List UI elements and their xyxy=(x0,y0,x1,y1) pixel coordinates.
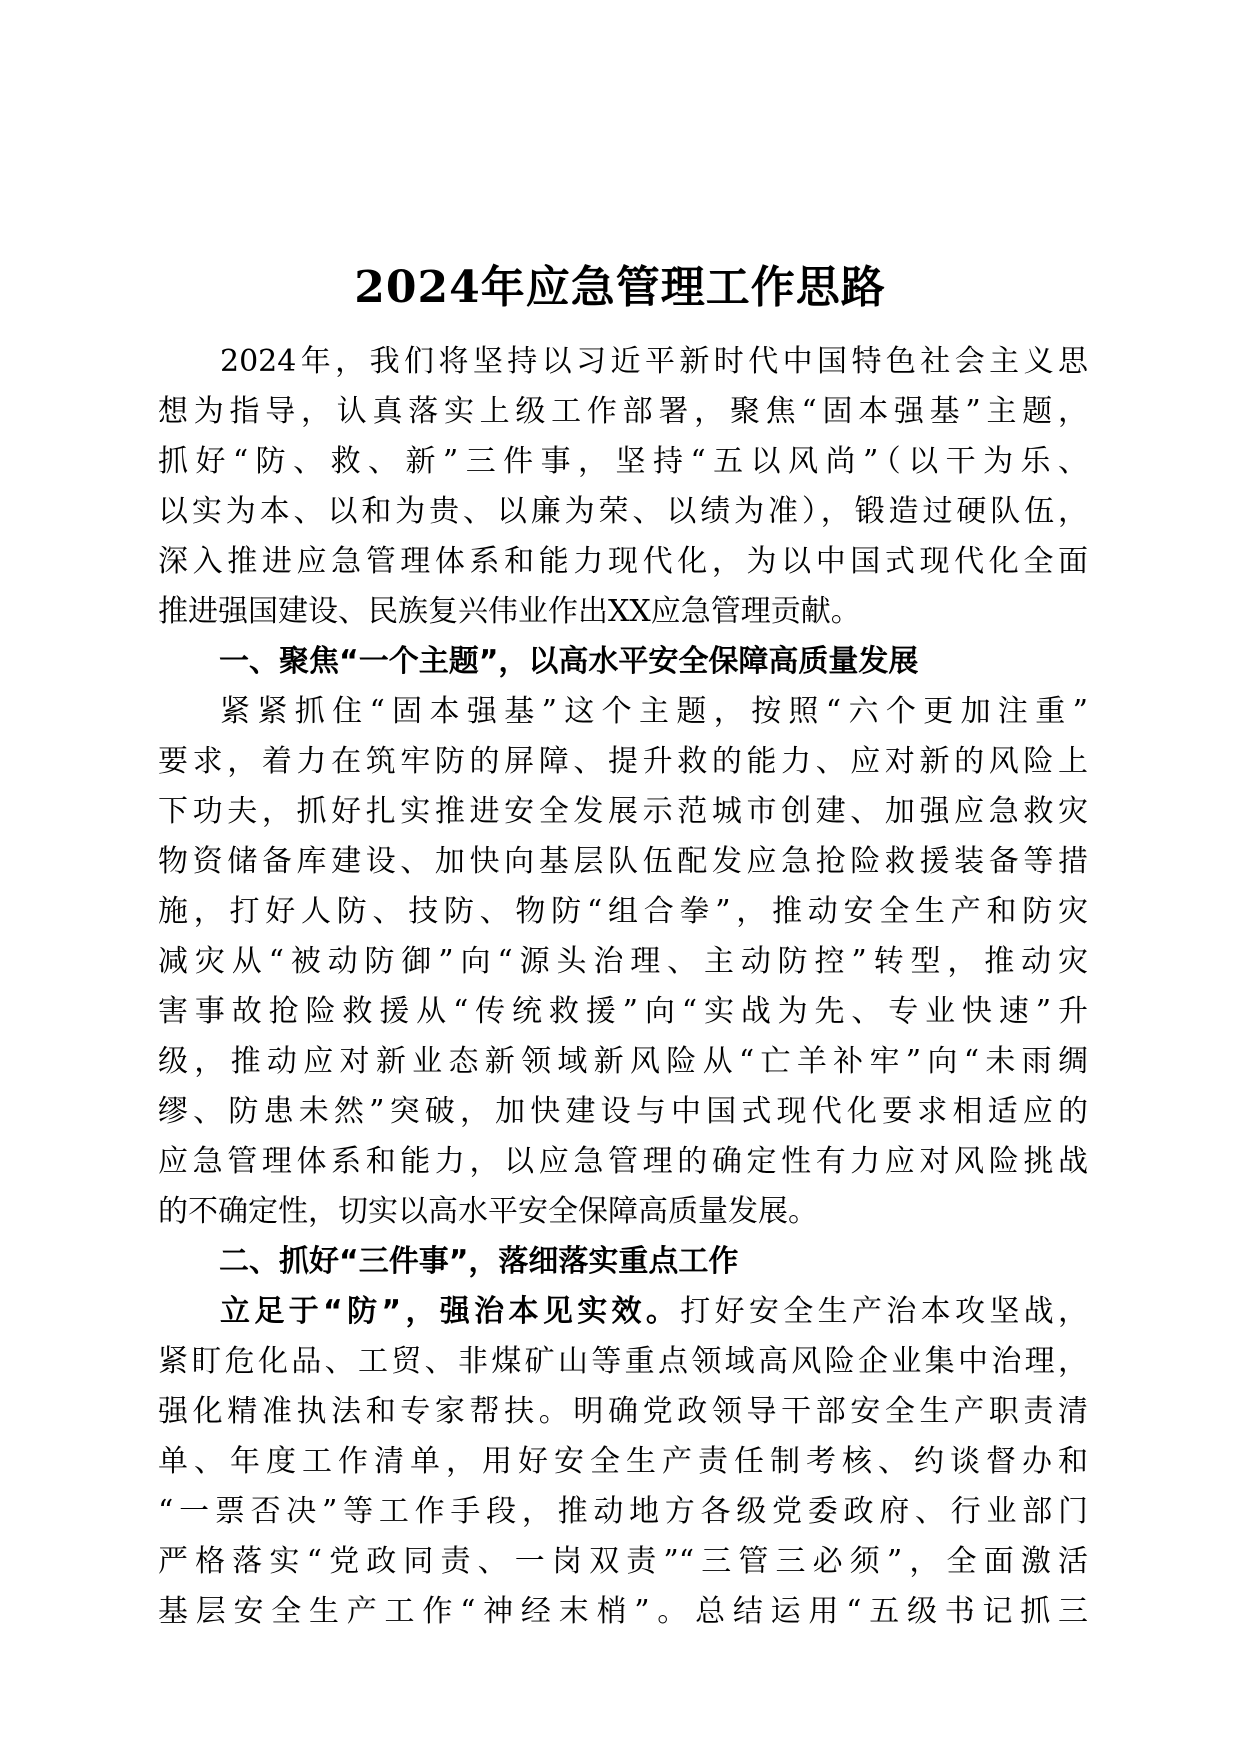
page-title: 2024年应急管理工作思路 xyxy=(354,262,886,313)
section1-line: 级，推动应对新业态新领域新风险从“亡羊补牢”向“未雨绸 xyxy=(158,1044,1088,1079)
section2-lead-bold: 立足于“防”，强治本见实效。 xyxy=(220,1294,681,1329)
section1-line: 减灾从“被动防御”向“源头治理、主动防控”转型，推动灾 xyxy=(158,944,1088,979)
section2-line: 单、年度工作清单，用好安全生产责任制考核、约谈督办和 xyxy=(158,1444,1088,1479)
intro-line: 以实为本、以和为贵、以廉为荣、以绩为准），锻造过硬队伍， xyxy=(158,494,1088,529)
section1-line: 物资储备库建设、加快向基层队伍配发应急抢险救援装备等措 xyxy=(158,844,1088,879)
section2-line: 紧盯危化品、工贸、非煤矿山等重点领域高风险企业集中治理， xyxy=(158,1344,1088,1379)
section2-line: 严格落实“党政同责、一岗双责”“三管三必须”，全面激活 xyxy=(158,1544,1088,1579)
intro-line: 抓好“防、救、新”三件事，坚持“五以风尚”（以干为乐、 xyxy=(158,444,1088,479)
section-heading-2: 二、抓好“三件事”，落细落实重点工作 xyxy=(219,1244,739,1279)
section1-line: 的不确定性，切实以高水平安全保障高质量发展。 xyxy=(158,1194,818,1229)
intro-line: 推进强国建设、民族复兴伟业作出XX应急管理贡献。 xyxy=(158,594,861,629)
section1-line: 害事故抢险救援从“传统救援”向“实战为先、专业快速”升 xyxy=(158,994,1088,1029)
section-heading-1: 一、聚焦“一个主题”，以高水平安全保障高质量发展 xyxy=(219,644,919,679)
section1-line: 紧紧抓住“固本强基”这个主题，按照“六个更加注重” xyxy=(220,694,1088,729)
section1-line: 缪、防患未然”突破，加快建设与中国式现代化要求相适应的 xyxy=(158,1094,1088,1129)
section1-line: 施，打好人防、技防、物防“组合拳”，推动安全生产和防灾 xyxy=(158,894,1088,929)
section2-lead-line xyxy=(158,1287,1088,1337)
section2-line: “一票否决”等工作手段，推动地方各级党委政府、行业部门 xyxy=(158,1494,1088,1529)
section1-line: 下功夫，抓好扎实推进安全发展示范城市创建、加强应急救灾 xyxy=(158,794,1088,829)
section2-line: 强化精准执法和专家帮扶。明确党政领导干部安全生产职责清 xyxy=(158,1394,1088,1429)
intro-line: 想为指导，认真落实上级工作部署，聚焦“固本强基”主题， xyxy=(158,394,1088,429)
section1-line: 要求，着力在筑牢防的屏障、提升救的能力、应对新的风险上 xyxy=(158,744,1088,779)
intro-line: 深入推进应急管理体系和能力现代化，为以中国式现代化全面 xyxy=(158,544,1088,579)
section2-lead-rest: 打好安全生产治本攻坚战， xyxy=(680,1294,1089,1329)
section2-line: 基层安全生产工作“神经末梢”。总结运用“五级书记抓三 xyxy=(158,1594,1088,1629)
intro-line: 2024年，我们将坚持以习近平新时代中国特色社会主义思 xyxy=(220,344,1088,379)
section1-line: 应急管理体系和能力，以应急管理的确定性有力应对风险挑战 xyxy=(158,1144,1088,1179)
